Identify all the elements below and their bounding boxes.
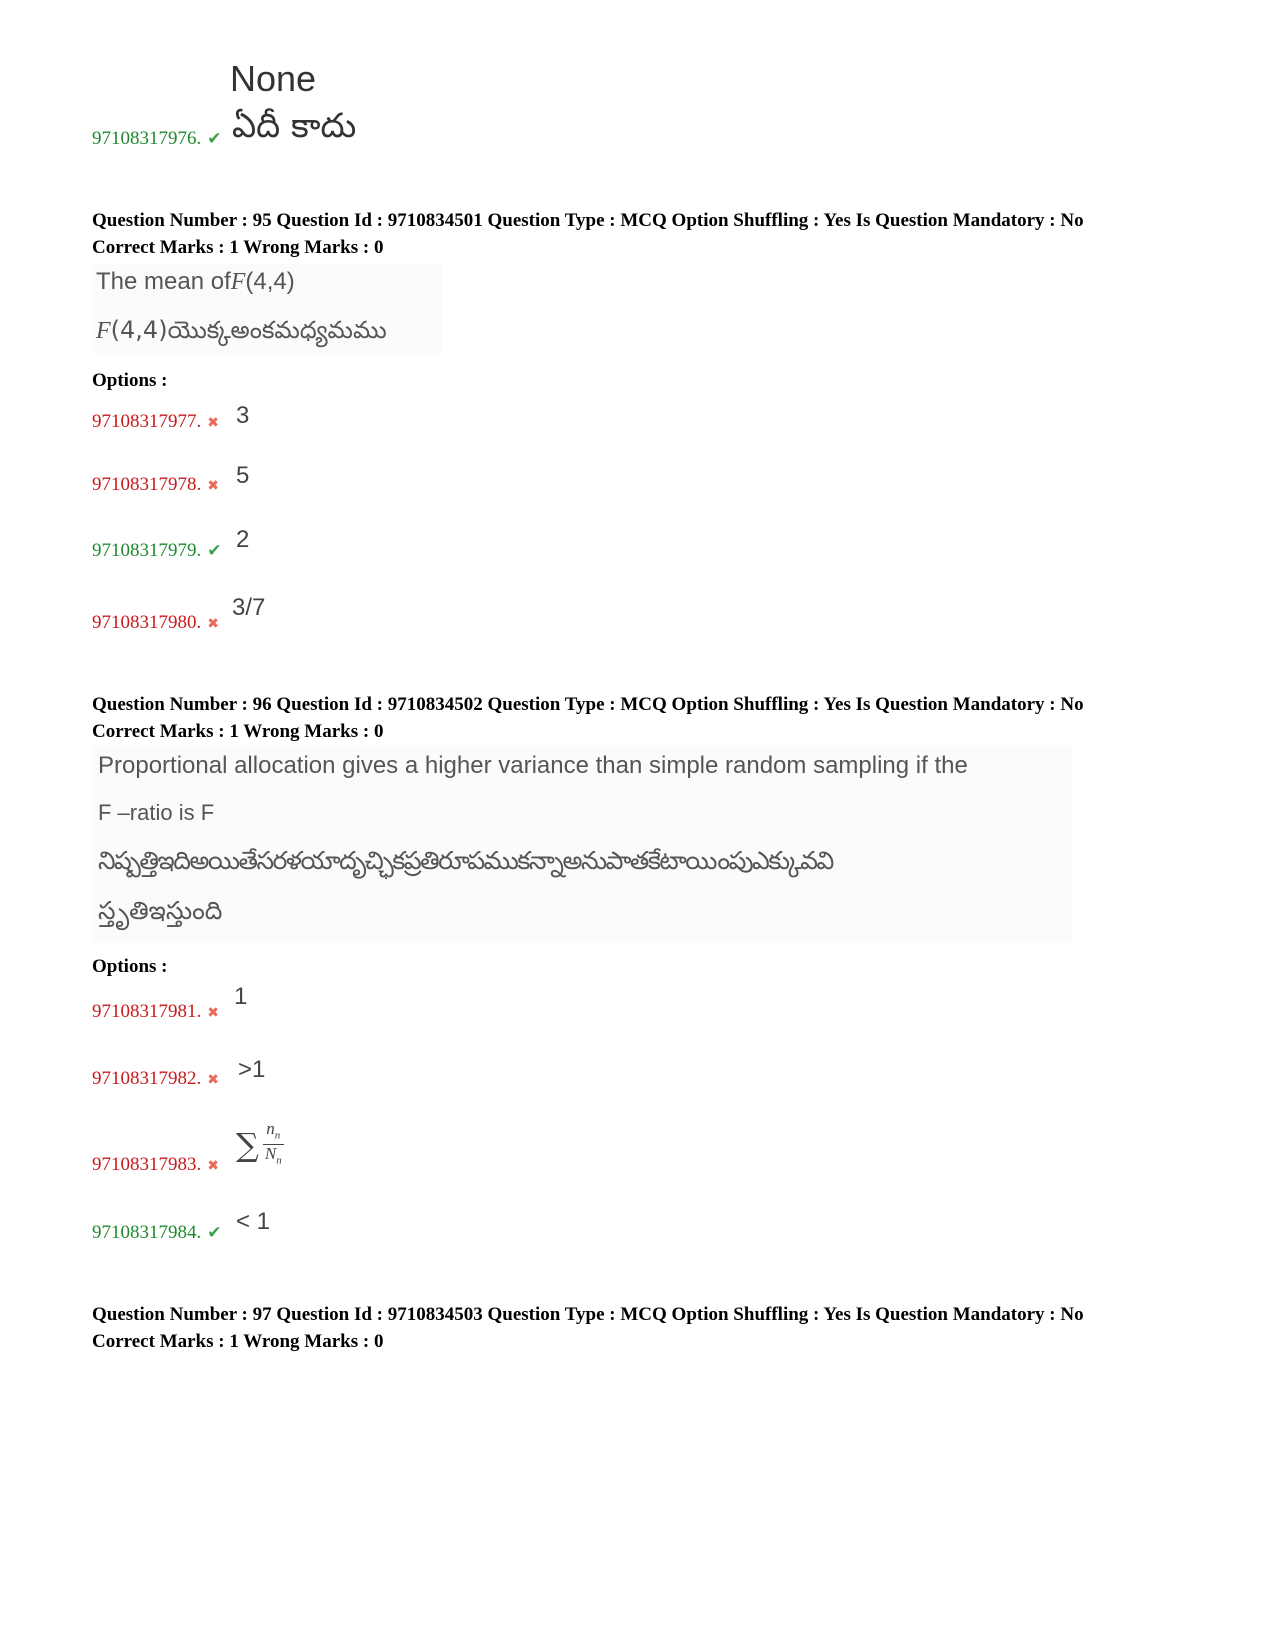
cross-icon: ✖ [207, 616, 219, 632]
question-text-te-line1: నిష్పత్తిఇదిఅయితేసరళయాదృచ్ఛికప్రతిరూపముకన్నాఅనుపాతకేటాయింపుఎక్కువవి [98, 846, 833, 875]
options-label: Options : [92, 370, 168, 391]
question-text-en-line1: Proportional allocation gives a higher variance than simple random sampling if the [98, 752, 968, 779]
fraction-numerator [263, 1120, 284, 1145]
option-id-text: 97108317981. [92, 1001, 202, 1022]
question-meta-line2: Correct Marks : 1 Wrong Marks : 0 [92, 237, 384, 258]
option-id [92, 128, 222, 150]
cross-icon: ✖ [207, 1072, 219, 1088]
question-text-en-prefix: The mean of [96, 268, 231, 295]
option-id-text: 97108317983. [92, 1154, 202, 1175]
question-meta [92, 207, 1084, 261]
option-id [92, 612, 219, 634]
option-id-text: 97108317982. [92, 1068, 202, 1089]
question-text-en-line2: F –ratio is F [98, 800, 215, 825]
fraction [263, 1120, 284, 1170]
math-symbol: F [230, 269, 246, 295]
question-meta-line1: Question Number : 96 Question Id : 9710834502 Question Type : MCQ Option Shuffling : Yes Is Question Mandatory : No [92, 694, 1084, 715]
question-text-te-suffix: యొక్కఅంకమధ్యమము [167, 316, 387, 344]
question-text-te-line2: స్తృతిఇస్తుంది [98, 896, 223, 925]
cross-icon: ✖ [207, 1005, 219, 1021]
math-args: (4,4) [245, 268, 295, 295]
check-icon: ✔ [207, 1223, 222, 1243]
option-value: >1 [238, 1056, 266, 1083]
denominator-var: N [264, 1144, 277, 1164]
cross-icon: ✖ [207, 415, 219, 431]
option-id [92, 1222, 222, 1244]
check-icon: ✔ [207, 541, 222, 561]
option-id-text: 97108317977. [92, 411, 202, 432]
option-value: 3 [236, 402, 250, 429]
option-value: 5 [236, 462, 250, 489]
option-value-te: ఏదీ కాదు [232, 106, 357, 146]
question-meta-line1: Question Number : 95 Question Id : 9710834501 Question Type : MCQ Option Shuffling : Yes Is Question Mandatory : No [92, 210, 1084, 231]
question-text-en [96, 268, 295, 296]
cross-icon: ✖ [207, 478, 219, 494]
option-value: 2 [236, 526, 250, 553]
option-id [92, 411, 219, 433]
cross-icon: ✖ [207, 1158, 219, 1174]
option-id [92, 474, 219, 496]
math-args: (4,4) [110, 316, 168, 344]
option-id-text: 97108317978. [92, 474, 202, 495]
denominator-sub: n [276, 1154, 282, 1167]
option-value-en: None [230, 58, 317, 99]
question-meta [92, 691, 1084, 745]
option-id-text: 97108317976. [92, 128, 202, 149]
numerator-var: n [266, 1119, 275, 1138]
question-text-te [96, 316, 387, 350]
option-id-text: 97108317984. [92, 1222, 202, 1243]
sigma-symbol: ∑ [236, 1125, 259, 1164]
question-meta-line1: Question Number : 97 Question Id : 9710834503 Question Type : MCQ Option Shuffling : Yes Is Question Mandatory : No [92, 1304, 1084, 1325]
option-id-text: 97108317979. [92, 540, 202, 561]
math-symbol: F [96, 318, 111, 344]
question-meta-line2: Correct Marks : 1 Wrong Marks : 0 [92, 1331, 384, 1352]
option-id [92, 1001, 219, 1023]
numerator-sub: n [274, 1129, 281, 1142]
question-meta [92, 1301, 1084, 1355]
option-value: < 1 [236, 1208, 271, 1235]
option-value: 3/7 [232, 594, 266, 621]
options-label: Options : [92, 956, 168, 977]
question-text-block [92, 264, 442, 354]
option-value-formula [236, 1120, 284, 1170]
check-icon: ✔ [207, 129, 222, 149]
option-id [92, 540, 222, 562]
question-meta-line2: Correct Marks : 1 Wrong Marks : 0 [92, 721, 384, 742]
fraction-denominator [263, 1145, 284, 1169]
question-text-block [92, 746, 1072, 942]
option-id [92, 1154, 219, 1176]
option-id-text: 97108317980. [92, 612, 202, 633]
option-value: 1 [234, 983, 248, 1010]
option-id [92, 1068, 219, 1090]
